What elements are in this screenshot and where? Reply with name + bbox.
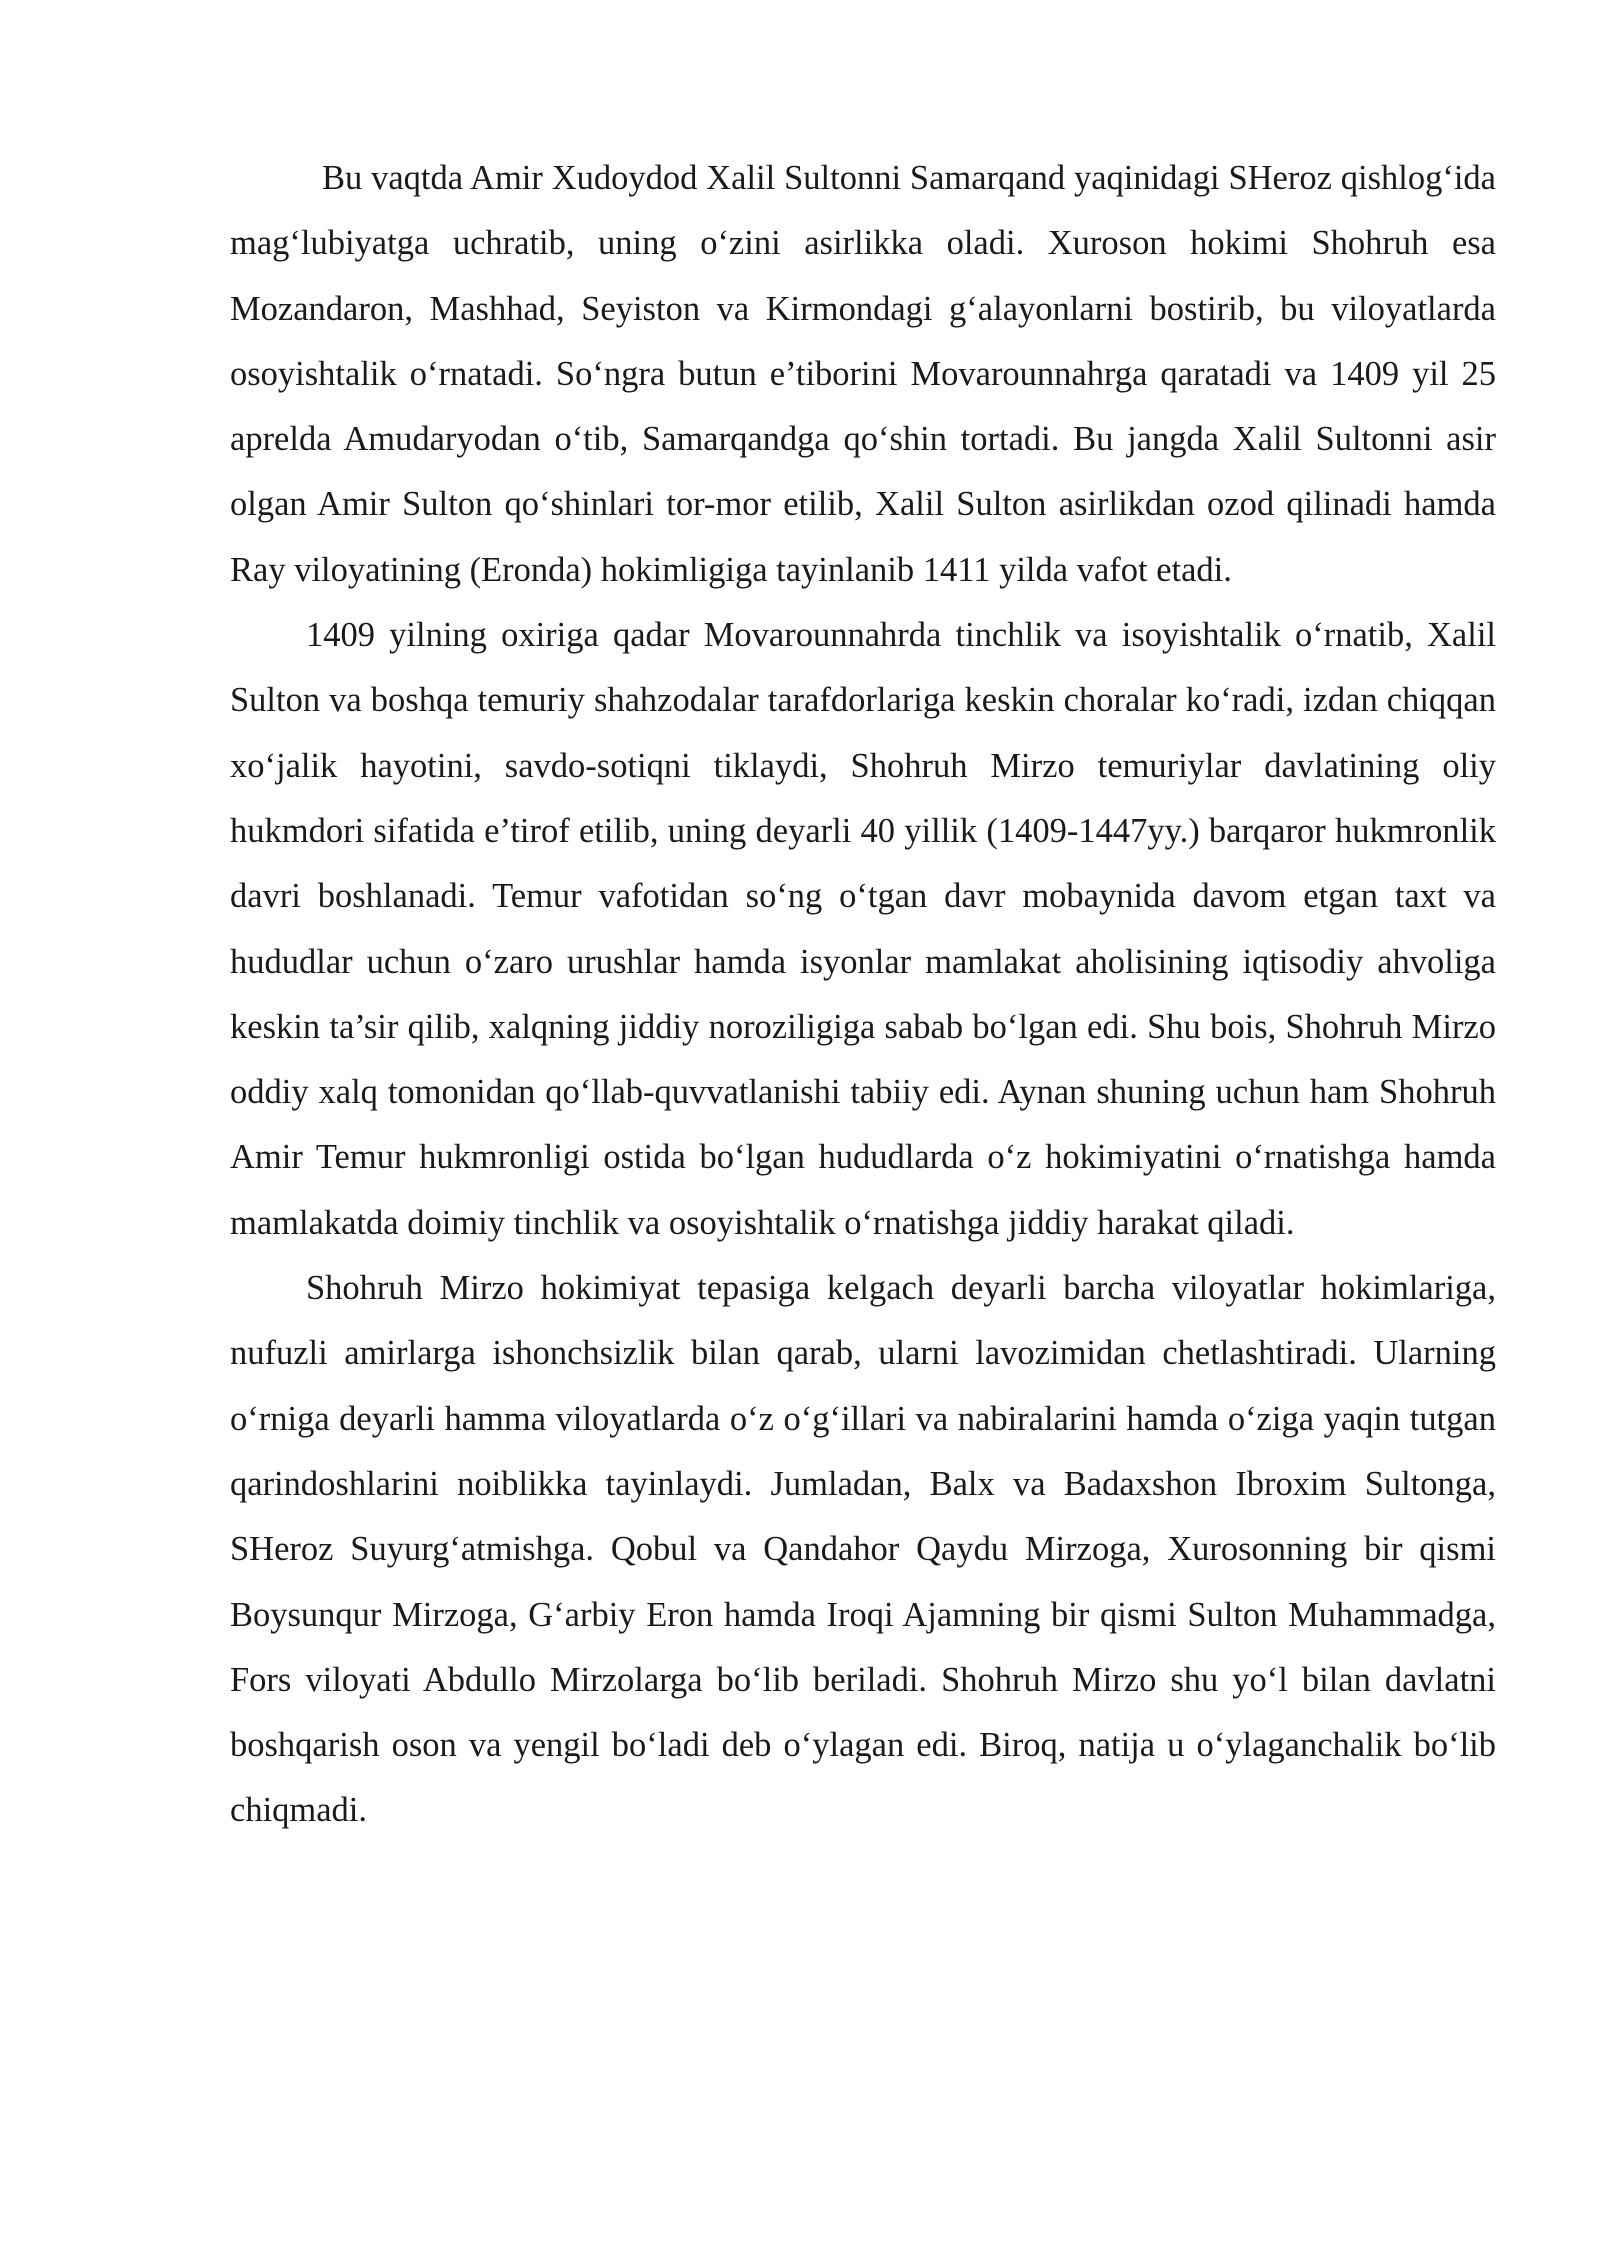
paragraph-3: Shohruh Mirzo hokimiyat tepasiga kelgach deyarli barcha viloyatlar hokimlariga, nufuzli amirlarga ishonchsizlik bilan qarab, ularni lavozimidan chetlashtiradi. Ularning o‘rniga deyarli hamma viloyatlarda o‘z o‘g‘illari va nabiralarini hamda o‘ziga yaqin tutgan qarindoshlarini noiblikka tayinlaydi. Jumladan, Balx va Badaxshon Ibroxim Sultonga, SHeroz Suyurg‘atmishga. Qobul va Qandahor Qaydu Mirzoga, Xurosonning bir qismi Boysunqur Mirzoga, G‘arbiy Eron hamda Iroqi Ajamning bir qismi Sulton Muhammadga, Fors viloyati Abdullo Mirzolarga bo‘lib beriladi. Shohruh Mirzo shu yo‘l bilan davlatni boshqarish oson va yengil bo‘ladi deb o‘ylagan edi. Biroq, natija u o‘ylaganchalik bo‘lib chiqmadi. (230, 1269, 1496, 1830)
document-body (230, 146, 1496, 1844)
paragraph-2: 1409 yilning oxiriga qadar Movarounnahrda tinchlik va isoyishtalik o‘rnatib, Xalil Sulton va boshqa temuriy shahzodalar tarafdorlariga keskin choralar ko‘radi, izdan chiqqan xo‘jalik hayotini, savdo-sotiqni tiklaydi, Shohruh Mirzo temuriylar davlatining oliy hukmdori sifatida e’tirof etilib, uning deyarli 40 yillik (1409-1447yy.) barqaror hukmronlik davri boshlanadi. Temur vafotidan so‘ng o‘tgan davr mobaynida davom etgan taxt va hududlar uchun o‘zaro urushlar hamda isyonlar mamlakat aholisining iqtisodiy ahvoliga keskin ta’sir qilib, xalqning jiddiy noroziligiga sabab bo‘lgan edi. Shu bois, Shohruh Mirzo oddiy xalq tomonidan qo‘llab-quvvatlanishi tabiiy edi. Aynan shuning uchun ham Shohruh Amir Temur hukmronligi ostida bo‘lgan hududlarda o‘z hokimiyatini o‘rnatishga hamda mamlakatda doimiy tinchlik va osoyishtalik o‘rnatishga jiddiy harakat qiladi. (230, 616, 1496, 1242)
paragraph-1: Bu vaqtda Amir Xudoydod Xalil Sultonni Samarqand yaqinidagi SHeroz qishlog‘ida mag‘lubiyatga uchratib, uning o‘zini asirlikka oladi. Xuroson hokimi Shohruh esa Mozandaron, Mashhad, Seyiston va Kirmondagi g‘alayonlarni bostirib, bu viloyatlarda osoyishtalik o‘rnatadi. So‘ngra butun e’tiborini Movarounnahrga qaratadi va 1409 yil 25 aprelda Amudaryodan o‘tib, Samarqandga qo‘shin tortadi. Bu jangda Xalil Sultonni asir olgan Amir Sulton qo‘shinlari tor-mor etilib, Xalil Sulton asirlikdan ozod qilinadi hamda Ray viloyatining (Eronda) hokimligiga tayinlanib 1411 yilda vafot etadi. (230, 159, 1496, 589)
